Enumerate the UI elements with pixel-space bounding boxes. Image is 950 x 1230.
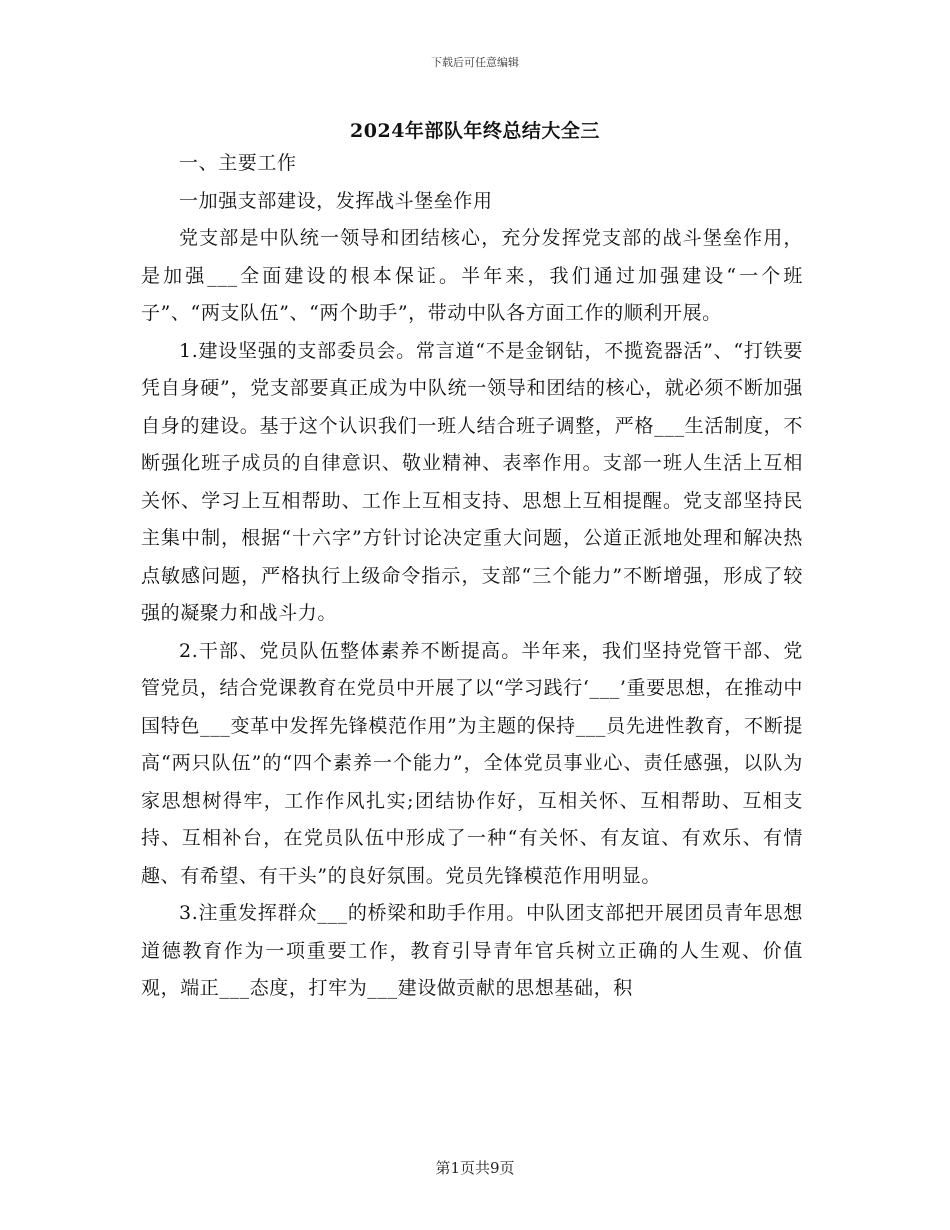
body-paragraph: 2.干部、党员队伍整体素养不断提高。半年来，我们坚持党管干部、党管党员，结合党课教育在党员中开展了以“学习践行‘___’重要思想，在推动中国特色___变革中发挥先锋模范作用”为主题的保持___员先进性教育，不断提高“两只队伍”的“四个素养一个能力”，全体党员事业心、责任感强，以队为家思想树得牢，工作作风扎实;团结协作好，互相关怀、互相帮助、互相支持、互相补台，在党员队伍中形成了一种“有关怀、有友谊、有欢乐、有情趣、有希望、有干头”的良好氛围。党员先锋模范作用明显。 bbox=[141, 639, 803, 887]
body-paragraph: 党支部是中队统一领导和团结核心，充分发挥党支部的战斗堡垒作用，是加强___全面建设的根本保证。半年来，我们通过加强建设“一个班子”、“两支队伍”、“两个助手”，带动中队各方面工作的顺利开展。 bbox=[141, 227, 803, 324]
section-heading: 一、主要工作 bbox=[179, 152, 297, 174]
body-paragraph: 1.建设坚强的支部委员会。常言道“不是金钢钻，不揽瓷器活”、“打铁要凭自身硬”，党支部要真正成为中队统一领导和团结的核心，就必须不断加强自身的建设。基于这个认识我们一班人结合班子调整，严格___生活制度，不断强化班子成员的自律意识、敬业精神、表率作用。支部一班人生活上互相关怀、学习上互相帮助、工作上互相支持、思想上互相提醒。党支部坚持民主集中制，根据“十六字”方针讨论决定重大问题，公道正派地处理和解决热点敏感问题，严格执行上级命令指示，支部“三个能力”不断增强，形成了较强的凝聚力和战斗力。 bbox=[141, 339, 803, 624]
body-paragraph: 3.注重发挥群众___的桥梁和助手作用。中队团支部把开展团员青年思想道德教育作为一项重要工作，教育引导青年官兵树立正确的人生观、价值观，端正___态度，打牢为___建设做贡献的思想基础，积 bbox=[141, 902, 803, 999]
header-note: 下载后可任意编辑 bbox=[431, 56, 519, 69]
document-body bbox=[141, 145, 803, 1008]
page-number: 第1页共9页 bbox=[435, 1159, 515, 1177]
document-title: 2024年部队年终总结大全三 bbox=[350, 120, 600, 142]
subsection-heading: 一加强支部建设，发挥战斗堡垒作用 bbox=[179, 189, 493, 212]
